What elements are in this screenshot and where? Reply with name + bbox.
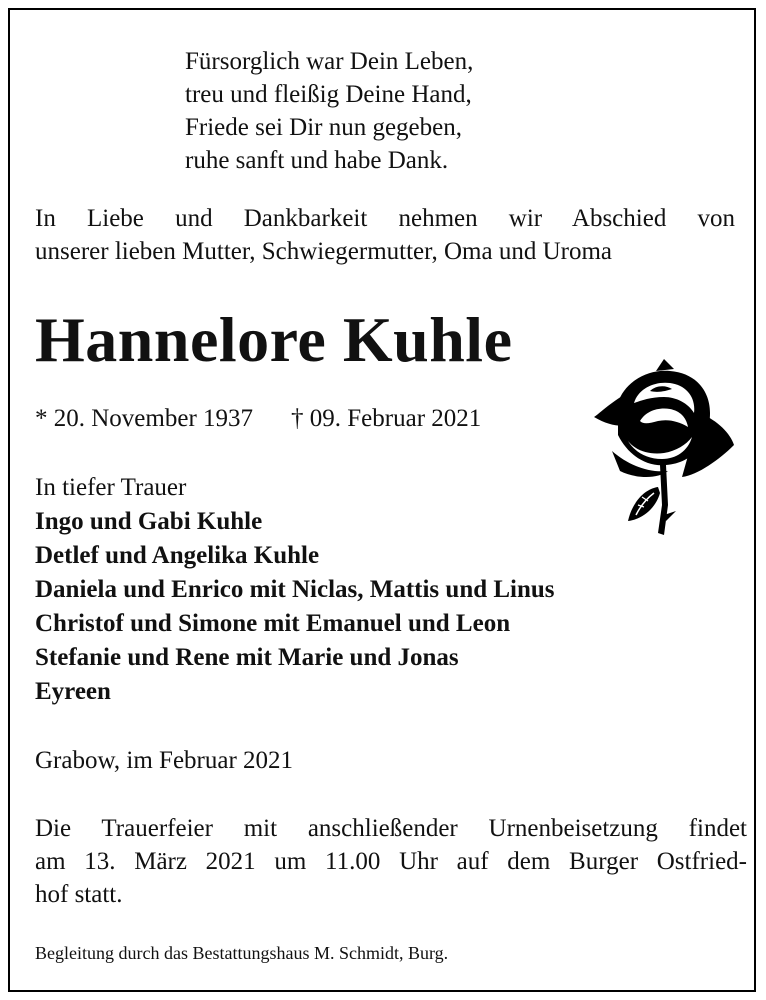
place-and-date: Grabow, im Februar 2021	[35, 747, 294, 774]
intro-line: In Liebe und Dankbarkeit nehmen wir Abschied von	[35, 205, 735, 232]
life-dates	[35, 403, 481, 435]
mourner-family: Eyreen	[35, 678, 111, 705]
mourner-family: Christof und Simone mit Emanuel und Leon	[35, 610, 511, 637]
mourner-family: Daniela und Enrico mit Niclas, Mattis und Linus	[35, 576, 555, 603]
farewell-intro	[35, 202, 735, 268]
service-line: hof statt.	[35, 881, 123, 908]
poem-line: treu und fleißig Deine Hand,	[185, 81, 472, 108]
funeral-service-info	[35, 812, 747, 911]
service-line: Die Trauerfeier mit anschließender Urnenbeisetzung findet	[35, 815, 747, 842]
undertaker-note: Begleitung durch das Bestattungshaus M. Schmidt, Burg.	[35, 943, 449, 963]
mourners-list	[35, 471, 555, 709]
birth-date: * 20. November 1937	[35, 405, 254, 432]
obituary-notice	[8, 8, 756, 992]
memorial-poem	[185, 45, 473, 177]
intro-line: unserer lieben Mutter, Schwiegermutter, Oma und Uroma	[35, 238, 612, 265]
mourner-family: Ingo und Gabi Kuhle	[35, 508, 263, 535]
mourning-lead: In tiefer Trauer	[35, 474, 187, 501]
mourner-family: Stefanie und Rene mit Marie und Jonas	[35, 644, 459, 671]
rose-icon	[588, 355, 738, 540]
poem-line: Fürsorglich war Dein Leben,	[185, 48, 474, 75]
service-line: am 13. März 2021 um 11.00 Uhr auf dem Burger Ostfried-	[35, 848, 747, 875]
deceased-name: Hannelore Kuhle	[35, 304, 513, 375]
death-date: † 09. Februar 2021	[291, 405, 482, 432]
poem-line: ruhe sanft und habe Dank.	[185, 147, 449, 174]
poem-line: Friede sei Dir nun gegeben,	[185, 114, 463, 141]
mourner-family: Detlef und Angelika Kuhle	[35, 542, 320, 569]
